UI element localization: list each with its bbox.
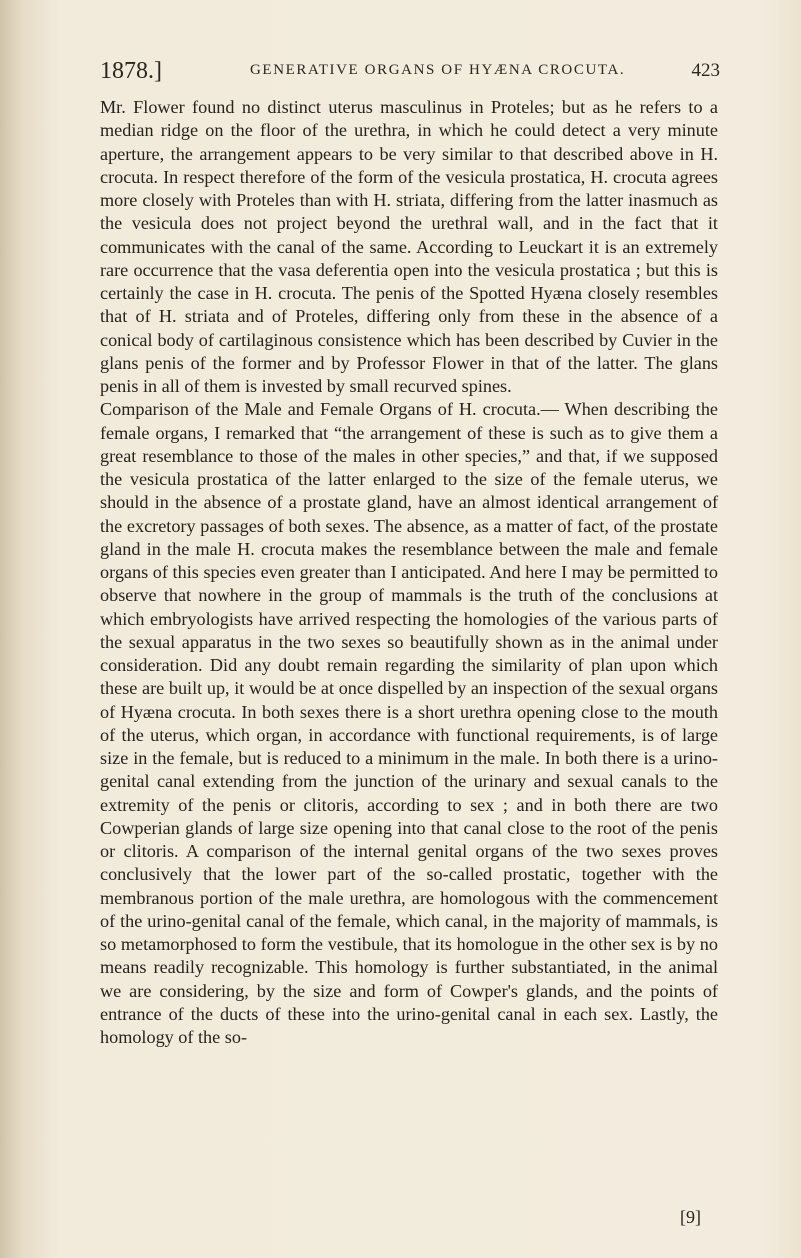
paragraph: Comparison of the Male and Female Organs of H. crocuta.— When describing the female organs, I remarked that “the arrangement of these is such as to give them a great resemblance to those of the males in other species,” and that, if we supposed the vesicula prostatica of the latter enlarged to the size of the female uterus, we should in the absence of a prostate gland, have an almost identical arrangement of the excretory passages of both sexes. The absence, as a matter of fact, of the prostate gland in the male H. crocuta makes the resemblance between the male and female organs of this species even greater than I anticipated. And here I may be permitted to observe that nowhere in the group of mammals is the truth of the conclusions at which embryologists have arrived respecting the homologies of the various parts of the sexual apparatus in the two sexes so beautifully shown as in the animal under consideration. Did any doubt remain regarding the similarity of plan upon which these are built up, it would be at once dispelled by an inspection of the sexual organs of Hyæna crocuta. In both sexes there is a short urethra opening close to the mouth of the uterus, which organ, in accordance with functional requirements, is of large size in the female, but is reduced to a minimum in the male. In both there is a urino-genital canal extending from the junction of the urinary and sexual canals to the extremity of the penis or clitoris, according to sex ; and in both there are two Cowperian glands of large size opening into that canal close to the root of the penis or clitoris. A comparison of the internal genital organs of the two sexes proves conclusively that the lower part of the so-called prostatic, together with the membranous portion of the male urethra, are homologous with the commencement of the urino-genital canal of the female, which canal, in the majority of mammals, is so metamorphosed to form the vestibule, that its homologue in the other sex is by no means readily recognizable. This homology is further substantiated, in the animal we are considering, by the size and form of Cowper's glands, and the points of entrance of the ducts of these into the urino-genital canal in each sex. Lastly, the homology of the so- xyxy=(100,399,718,1047)
header-year: 1878.] xyxy=(100,58,162,84)
body-text xyxy=(100,96,718,1049)
running-title: GENERATIVE ORGANS OF HYÆNA CROCUTA. xyxy=(250,62,626,78)
signature-mark: [9] xyxy=(680,1207,701,1227)
paragraph: Mr. Flower found no distinct uterus masculinus in Proteles; but as he refers to a median ridge on the floor of the urethra, in which he could detect a very minute aperture, the arrangement appears to be very similar to that described above in H. crocuta. In respect therefore of the form of the vesicula prostatica, H. crocuta agrees more closely with Proteles than with H. striata, differing from the latter inasmuch as the vesicula does not project beyond the urethral wall, and in the fact that it communicates with the canal of the same. According to Leuckart it is an extremely rare occurrence that the vasa deferentia open into the vesicula prostatica ; but this is certainly the case in H. crocuta. The penis of the Spotted Hyæna closely resembles that of H. striata and of Proteles, differing only from these in the absence of a conical body of cartilaginous consistence which has been described by Cuvier in the glans penis of the former and by Professor Flower in that of the latter. The glans penis in all of them is invested by small recurved spines. xyxy=(100,97,718,396)
page-header xyxy=(100,58,720,88)
page-number: 423 xyxy=(691,60,720,81)
